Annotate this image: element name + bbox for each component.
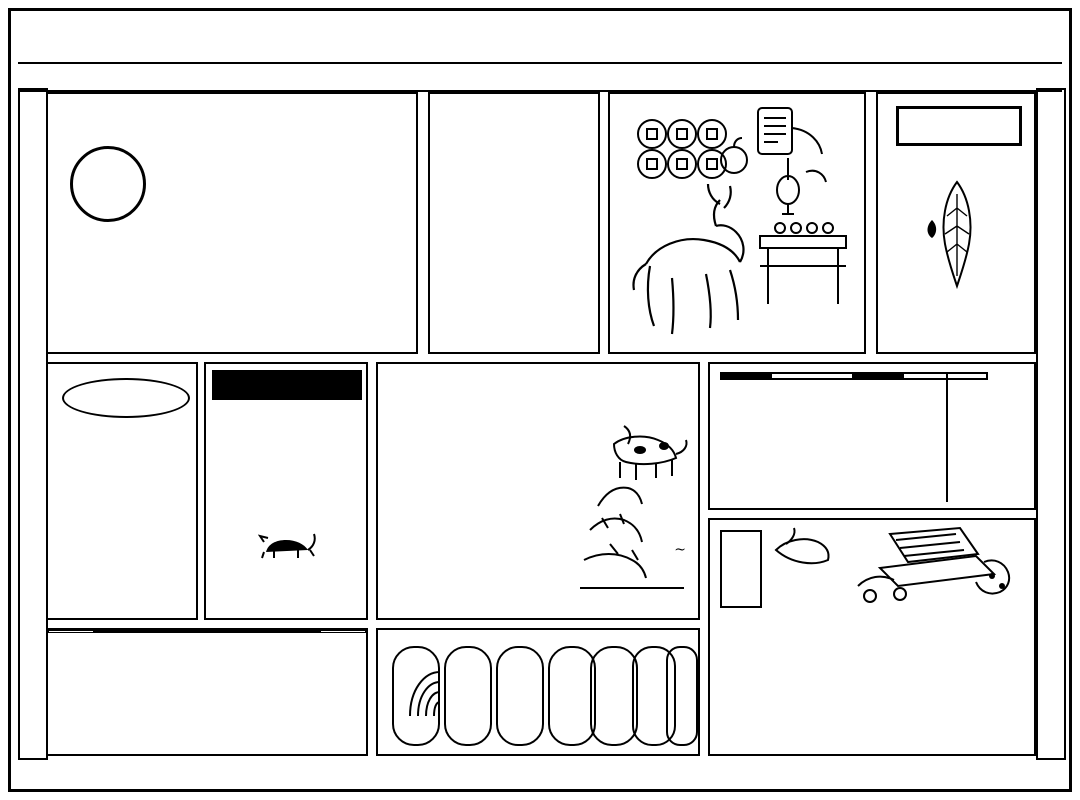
cow-landscape-illustration xyxy=(580,410,690,600)
results-table xyxy=(48,630,366,633)
marksix-strip-top xyxy=(18,62,1062,92)
table-header-period xyxy=(49,631,94,633)
seal-stamp-icon xyxy=(70,146,146,222)
stat-tag-current-period xyxy=(720,372,776,380)
spirit-code-box xyxy=(376,362,700,620)
stat-tag-total-split xyxy=(770,372,856,380)
ball-item xyxy=(666,646,698,746)
table-header-row-2 xyxy=(49,632,366,633)
deer-coins-illustration xyxy=(610,94,864,352)
supply-numbers-box xyxy=(428,92,600,354)
stat-divider xyxy=(946,372,948,502)
truck-dog-illustration xyxy=(770,524,1020,604)
marksix-strip-left xyxy=(18,88,48,760)
ball-item xyxy=(548,646,596,746)
spirit-code-columns xyxy=(388,422,420,608)
current-special-number-title xyxy=(62,378,190,418)
poem-banner xyxy=(212,370,362,400)
table-header-c3 xyxy=(184,632,229,633)
table-header-c2 xyxy=(139,632,184,633)
analysis-tag xyxy=(720,530,762,608)
dog-zodiac-icon xyxy=(258,530,318,560)
poem-box xyxy=(204,362,368,620)
results-table-box xyxy=(46,628,368,756)
masthead-logo-box xyxy=(46,92,418,354)
wave-lines-icon xyxy=(402,656,482,726)
stat-tag-special-open xyxy=(902,372,988,380)
analysis-box xyxy=(708,518,1036,756)
table-header-c4 xyxy=(230,632,275,633)
statistics-box xyxy=(708,362,1036,510)
current-special-number-box xyxy=(46,362,198,620)
spirit-side-number: ~ xyxy=(674,542,686,558)
table-header-c5 xyxy=(275,632,320,633)
search-chart-box xyxy=(876,92,1036,354)
illustration-box-main xyxy=(608,92,866,354)
supply-number-grid xyxy=(430,190,598,270)
supply-title xyxy=(430,110,598,114)
table-header-c1 xyxy=(94,632,139,633)
feather-icon xyxy=(926,174,988,294)
search-chart-title xyxy=(896,106,1022,146)
marksix-strip-right xyxy=(1036,88,1066,760)
ball-item xyxy=(590,646,638,746)
special-number-grid xyxy=(48,430,196,464)
ball-item xyxy=(496,646,544,746)
ball-row-box xyxy=(376,628,700,756)
table-header-color-trend xyxy=(320,631,365,633)
stat-tag-current-period-2 xyxy=(852,372,908,380)
